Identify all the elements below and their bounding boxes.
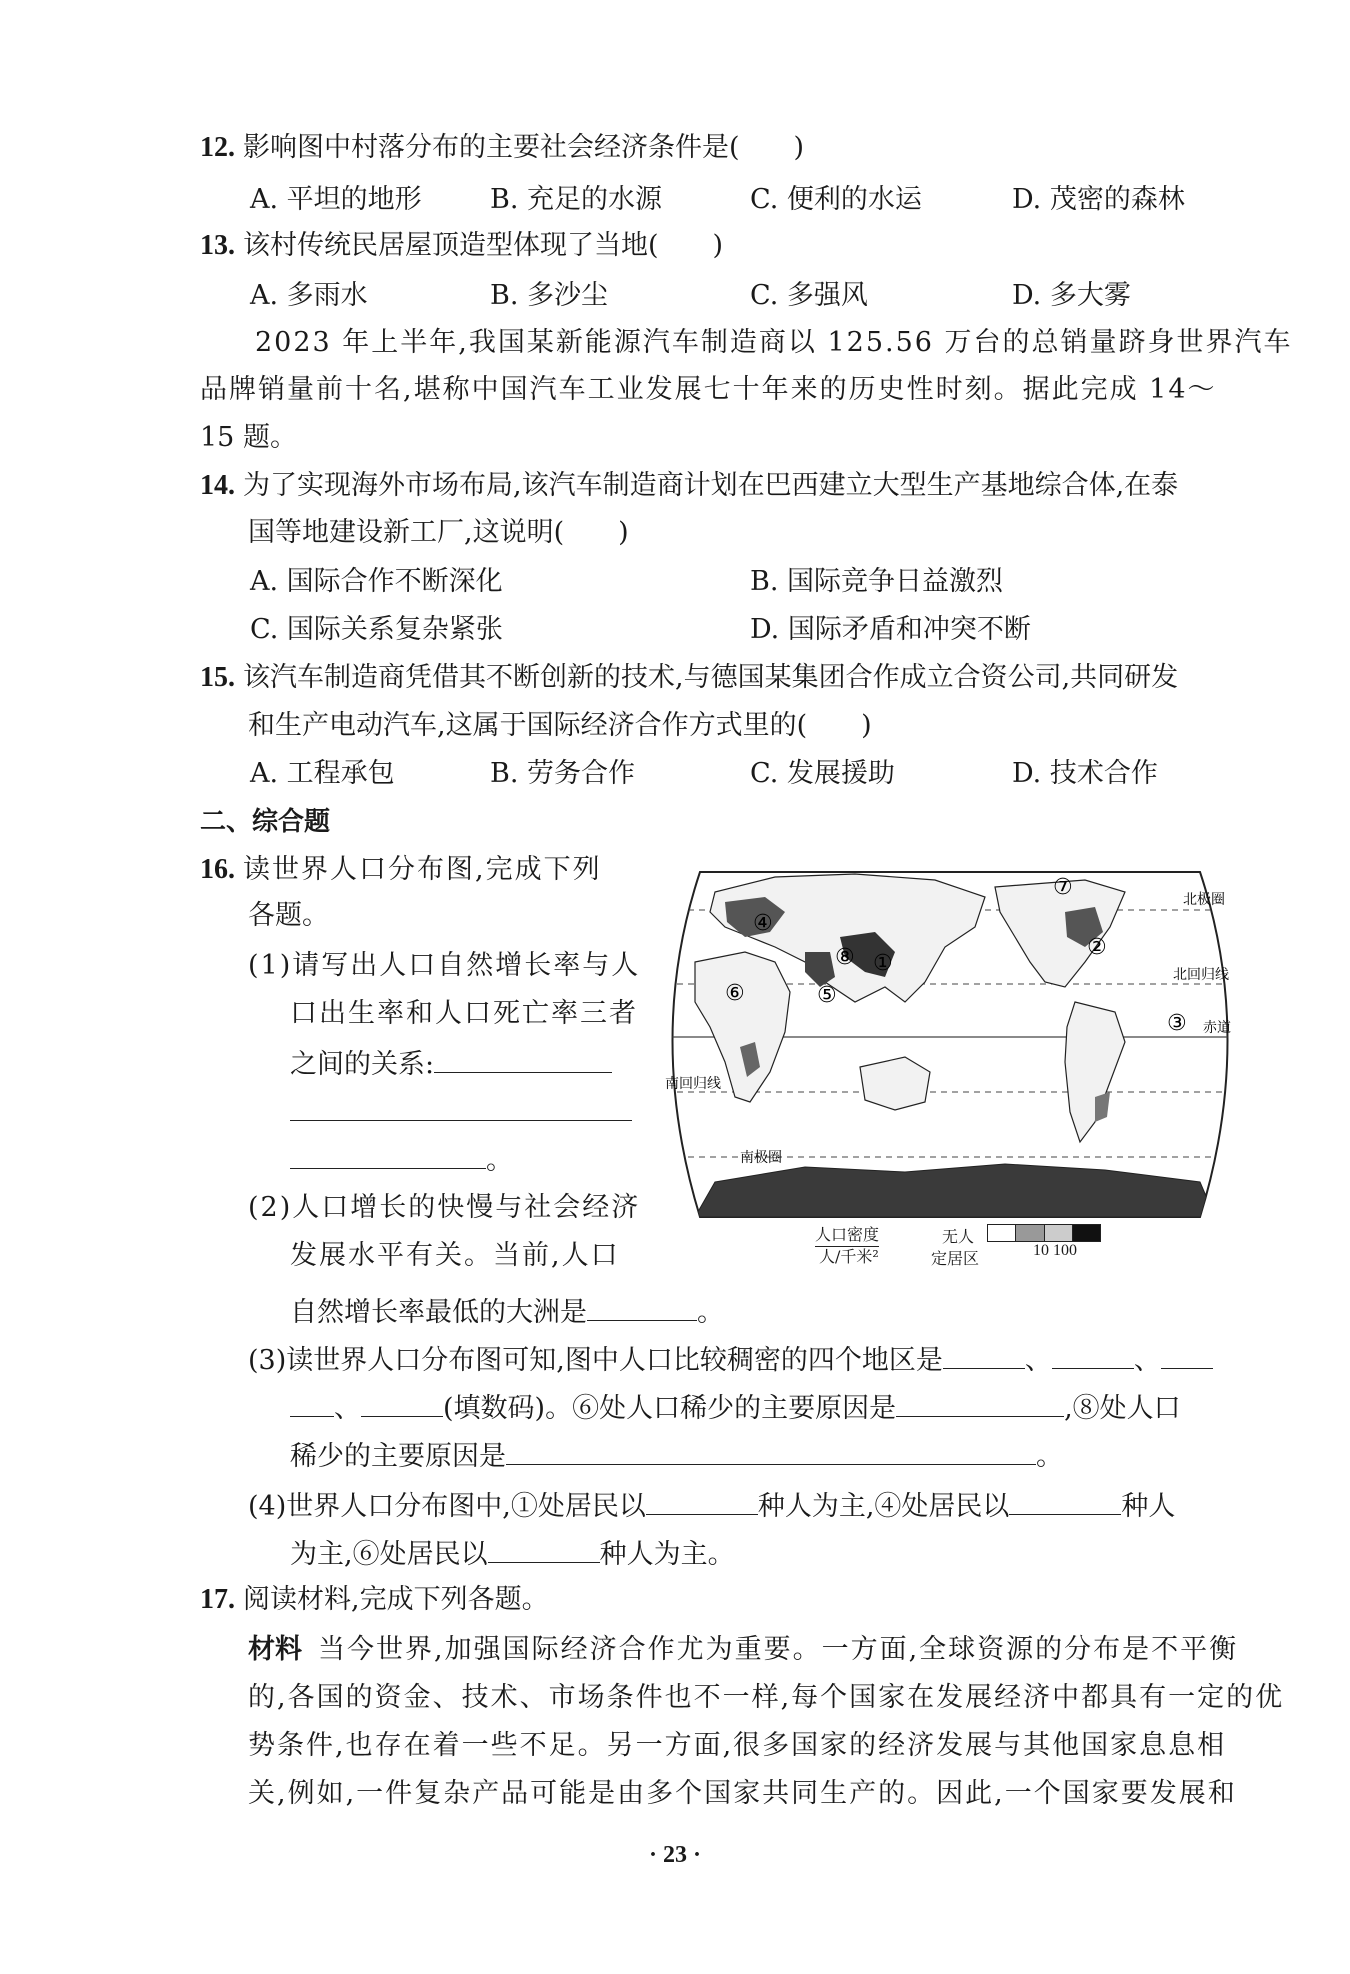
part-1-prompt: 之间的关系: [290,1049,435,1080]
question-13 [200,228,723,264]
option-a: A. 平坦的地形 [250,184,422,215]
legend-unit: 人/千米² [819,1247,879,1266]
marker-1: ① [873,951,893,976]
part-2-line-2: 发展水平有关。当前,人口 [290,1240,620,1271]
option-c: C. 多强风 [750,280,868,311]
legend-scale-values: 10 100 [1033,1242,1077,1259]
part-3-prompt: (3)读世界人口分布图可知,图中人口比较稠密的四个地区是 [248,1345,943,1376]
question-text: 阅读材料,完成下列各题。 [243,1584,549,1615]
section-heading: 二、综合题 [200,807,331,837]
answer-blank[interactable] [587,1292,697,1321]
answer-blank[interactable] [896,1388,1064,1417]
question-number: 12. [200,132,235,163]
answer-blank[interactable] [290,1388,334,1417]
passage-line-3: 15 题。 [200,422,297,453]
option-a: A. 多雨水 [250,280,368,311]
answer-blank[interactable] [943,1340,1025,1369]
material-line-4: 关,例如,一件复杂产品可能是由多个国家共同生产的。因此,一个国家要发展和 [248,1778,1237,1809]
question-text: 该村传统民居屋顶造型体现了当地( ) [243,230,724,261]
label-equator: 赤道 [1203,1020,1231,1036]
marker-2: ② [1087,935,1107,960]
question-17 [200,1582,549,1618]
question-14 [200,468,1178,504]
marker-3: ③ [1167,1011,1187,1036]
answer-blank[interactable] [506,1436,1036,1465]
legend-title: 人口密度 [815,1222,879,1247]
answer-blank[interactable] [1052,1340,1134,1369]
question-intro: 读世界人口分布图,完成下列 [243,854,602,885]
part-4-text: 种人为主,④处居民以 [757,1491,1010,1522]
part-4-line-2 [290,1534,735,1573]
marker-6: ⑥ [725,981,745,1006]
passage-line-2: 品牌销量前十名,堪称中国汽车工业发展七十年来的历史性时刻。据此完成 14～ [200,374,1217,405]
part-4-prompt-2: 为主,⑥处居民以 [290,1539,488,1570]
option-a: A. 国际合作不断深化 [250,566,503,597]
part-4-line-1 [248,1486,1175,1525]
map-svg [655,852,1245,1272]
label-tropic-s: 南回归线 [665,1076,721,1092]
separator: 、 [1133,1345,1161,1376]
question-number: 13. [200,230,235,261]
part-2-prompt: 自然增长率最低的大洲是 [290,1297,587,1328]
option-b: B. 国际竞争日益激烈 [750,566,1004,597]
marker-4: ④ [753,911,773,936]
question-text-line-1: 该汽车制造商凭借其不断创新的技术,与德国某集团合作成立合资公司,共同研发 [243,662,1179,693]
world-population-map [655,852,1245,1272]
question-number: 14. [200,470,235,501]
separator: 、 [334,1393,361,1424]
part-1-line-2: 口出生率和人口死亡率三者 [290,998,638,1029]
part-1-line-3 [290,1044,612,1083]
part-3-line-1 [248,1340,1213,1379]
legend-swatch-0 [988,1225,1016,1241]
question-15 [200,660,1178,696]
legend-none-1: 无人 [942,1227,975,1246]
part-3-line-2 [290,1388,1181,1427]
question-number: 17. [200,1584,235,1615]
separator: 、 [1024,1345,1052,1376]
answer-blank[interactable] [290,1140,486,1169]
question-text-line-1: 为了实现海外市场布局,该汽车制造商计划在巴西建立大型生产基地综合体,在泰 [243,470,1179,501]
material-line-2: 的,各国的资金、技术、市场条件也不一样,每个国家在发展经济中都具有一定的优 [248,1682,1285,1713]
answer-line [290,1092,632,1131]
period: 。 [697,1297,724,1328]
label-tropic-n: 北回归线 [1173,967,1229,983]
label-arctic: 北极圈 [1183,892,1225,908]
option-b: B. 充足的水源 [490,184,663,215]
legend-swatch-1 [1016,1225,1044,1241]
option-d: D. 技术合作 [1012,758,1158,789]
material-text-1: 当今世界,加强国际经济合作尤为重要。一方面,全球资源的分布是不平衡 [318,1634,1239,1665]
legend-none-2: 定居区 [931,1249,980,1268]
answer-blank[interactable] [1161,1340,1213,1369]
part-3-line-3 [290,1436,1063,1475]
option-c: C. 发展援助 [750,758,895,789]
part-2-line-1: (2)人口增长的快慢与社会经济 [248,1192,641,1223]
part-1-line-1: (1)请写出人口自然增长率与人 [248,950,641,981]
option-c: C. 国际关系复杂紧张 [250,614,503,645]
part-3-prompt-2: 稀少的主要原因是 [290,1441,506,1472]
part-3-text-b: ,⑧处人口 [1064,1393,1181,1424]
option-d: D. 多大雾 [1012,280,1131,311]
part-4-prompt: (4)世界人口分布图中,①处居民以 [248,1491,646,1522]
answer-blank[interactable] [434,1044,612,1073]
answer-blank[interactable] [646,1486,758,1515]
marker-8: ⑧ [835,945,855,970]
question-text-line-2: 和生产电动汽车,这属于国际经济合作方式里的( ) [248,710,872,741]
answer-blank[interactable] [290,1092,632,1121]
question-number: 16. [200,854,235,885]
question-text-line-2: 国等地建设新工厂,这说明( ) [248,517,629,548]
question-intro-2: 各题。 [248,900,329,931]
question-text: 影响图中村落分布的主要社会经济条件是( ) [243,132,805,163]
option-d: D. 国际矛盾和冲突不断 [750,614,1031,645]
question-number: 15. [200,662,235,693]
option-b: B. 多沙尘 [490,280,609,311]
part-4-text-c: 种人 [1121,1491,1176,1522]
legend-swatch-3 [1073,1225,1100,1241]
answer-blank[interactable] [361,1388,443,1417]
material-label: 材料 [248,1634,302,1665]
part-3-text: (填数码)。⑥处人口稀少的主要原因是 [443,1393,897,1424]
answer-blank[interactable] [1009,1486,1121,1515]
question-16 [200,852,602,888]
option-d: D. 茂密的森林 [1012,184,1185,215]
legend-swatch-2 [1045,1225,1073,1241]
marker-5: ⑤ [817,983,837,1008]
part-4-text-d: 种人为主。 [599,1539,735,1570]
option-b: B. 劳务合作 [490,758,636,789]
part-2-line-3 [290,1292,724,1331]
answer-line-end [290,1140,513,1179]
material-line-1 [248,1632,1238,1668]
question-12 [200,130,804,166]
answer-blank[interactable] [488,1534,600,1563]
passage-line-1: 2023 年上半年,我国某新能源汽车制造商以 125.56 万台的总销量跻身世界汽车 [255,327,1293,358]
page-number: · 23 · [648,1842,701,1868]
option-c: C. 便利的水运 [750,184,922,215]
option-a: A. 工程承包 [250,758,395,789]
material-line-3: 势条件,也存在着一些不足。另一方面,很多国家的经济发展与其他国家息息相 [248,1730,1227,1761]
label-antarctic: 南极圈 [740,1150,782,1166]
period: 。 [486,1145,513,1176]
legend-scale-bar [987,1224,1101,1242]
marker-7: ⑦ [1053,875,1073,900]
period: 。 [1036,1441,1063,1472]
